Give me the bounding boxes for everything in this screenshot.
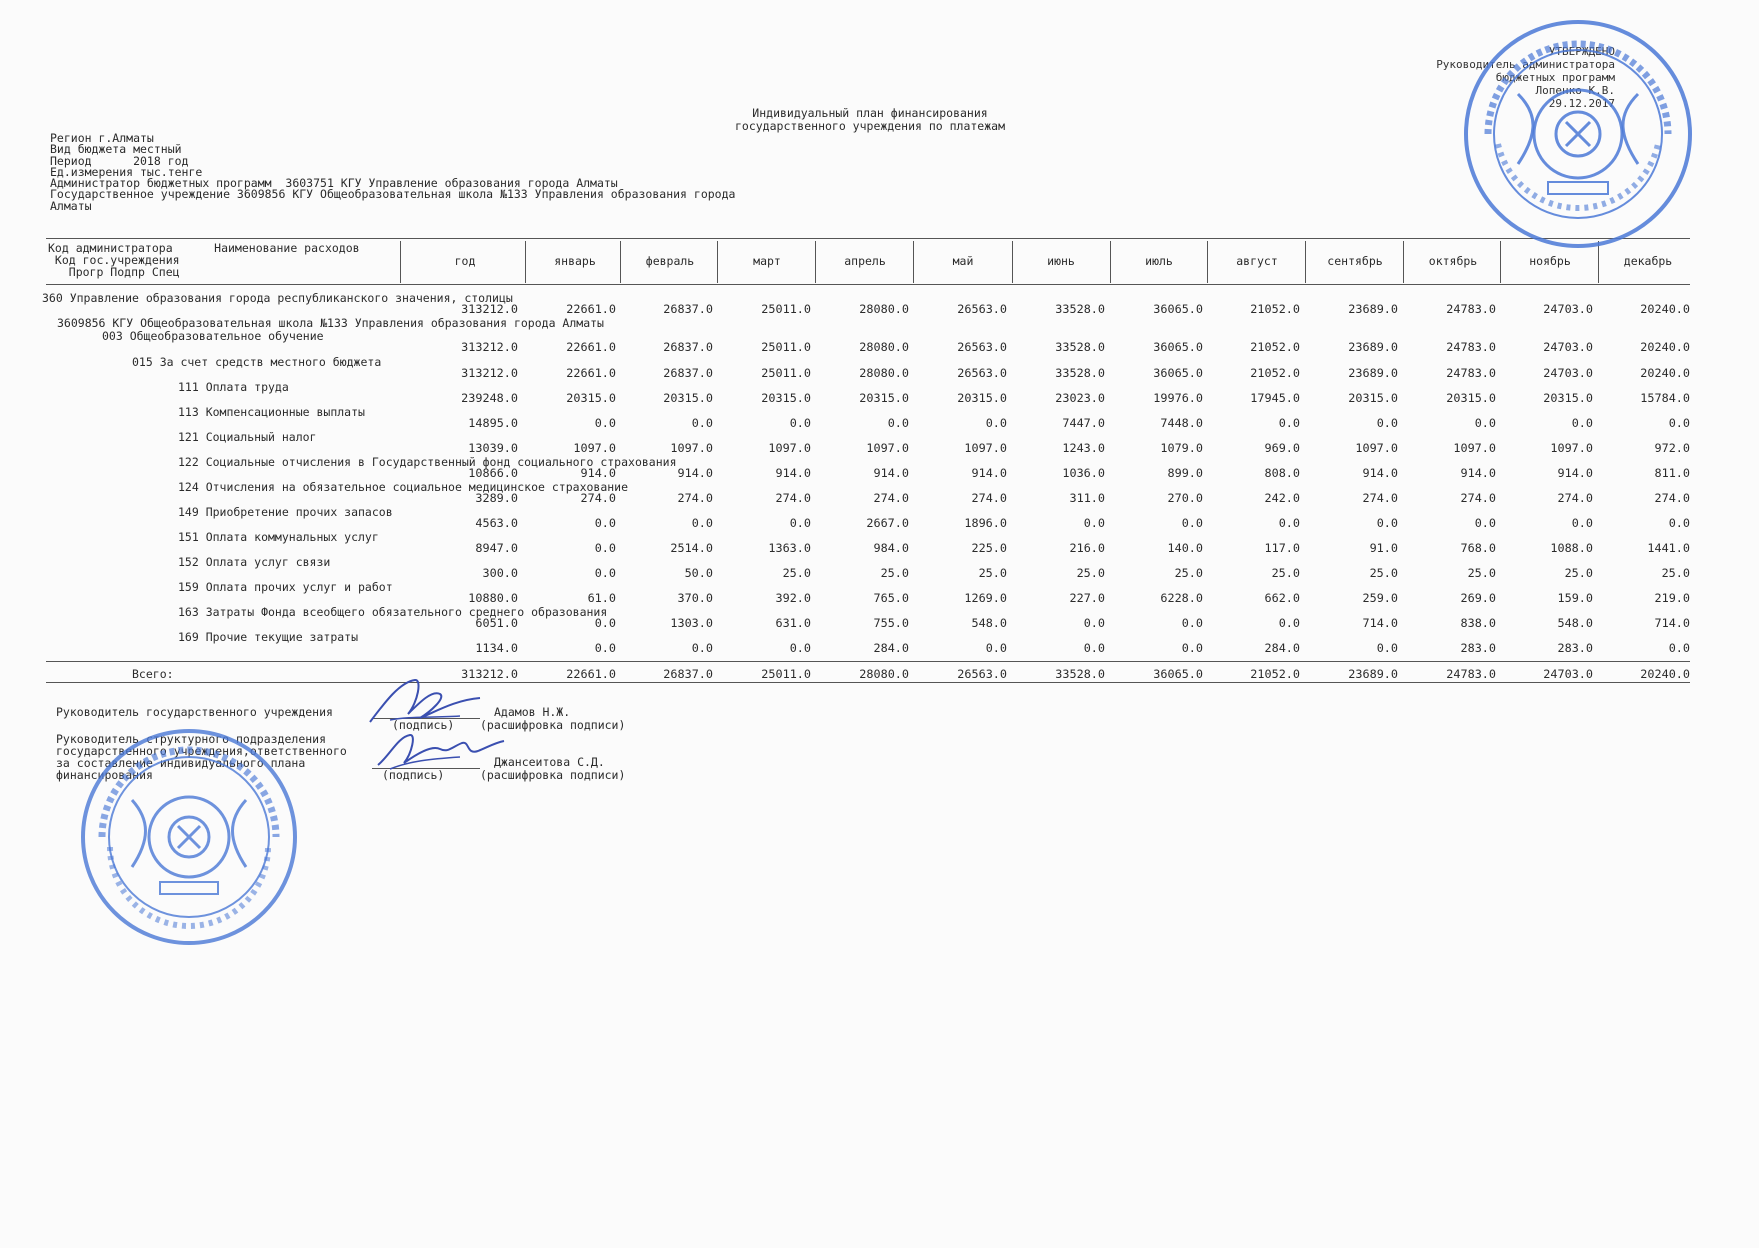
table-cell: 33528.0 bbox=[1055, 667, 1105, 681]
official-seal-bottom-left bbox=[74, 722, 304, 952]
table-cell: 25.0 bbox=[1076, 566, 1105, 580]
table-cell: 22661.0 bbox=[566, 667, 616, 681]
approval-date: 29.12.2017 bbox=[1548, 97, 1615, 110]
column-head-oct: октябрь bbox=[1428, 254, 1478, 268]
table-cell: 7447.0 bbox=[1062, 416, 1105, 430]
table-cell: 20315.0 bbox=[859, 391, 909, 405]
table-cell: 1243.0 bbox=[1062, 441, 1105, 455]
table-cell: 25.0 bbox=[978, 566, 1007, 580]
table-cell: 24783.0 bbox=[1446, 667, 1496, 681]
column-head-nov: ноябрь bbox=[1529, 254, 1571, 268]
table-cell: 36065.0 bbox=[1153, 366, 1203, 380]
column-head-line1: Код администратора Наименование расходов bbox=[48, 241, 360, 255]
table-cell: 0.0 bbox=[1376, 416, 1398, 430]
table-cell: 23023.0 bbox=[1055, 391, 1105, 405]
table-cell: 714.0 bbox=[1362, 616, 1398, 630]
table-cell: 61.0 bbox=[587, 591, 616, 605]
head-signature-block bbox=[56, 706, 333, 718]
table-cell: 24703.0 bbox=[1543, 667, 1593, 681]
total-rule-bottom bbox=[46, 682, 1690, 683]
unit-handwritten-signature bbox=[370, 725, 510, 780]
table-cell: 21052.0 bbox=[1250, 366, 1300, 380]
column-head-year: год bbox=[454, 254, 476, 268]
table-cell: 26563.0 bbox=[957, 366, 1007, 380]
table-cell: 0.0 bbox=[985, 416, 1007, 430]
table-cell: 21052.0 bbox=[1250, 340, 1300, 354]
table-cell: 1097.0 bbox=[573, 441, 616, 455]
table-cell: 0.0 bbox=[1181, 616, 1203, 630]
table-cell: 313212.0 bbox=[461, 366, 518, 380]
table-cell: 0.0 bbox=[1083, 641, 1105, 655]
table-cell: 662.0 bbox=[1264, 591, 1300, 605]
row-label: 152 Оплата услуг связи bbox=[178, 555, 331, 569]
unit-decode-caption: (расшифровка подписи) bbox=[480, 768, 626, 782]
table-cell: 548.0 bbox=[1557, 616, 1593, 630]
head-role: Руководитель государственного учреждения bbox=[56, 705, 333, 719]
table-cell: 13039.0 bbox=[468, 441, 518, 455]
table-cell: 227.0 bbox=[1069, 591, 1105, 605]
table-cell: 28080.0 bbox=[859, 366, 909, 380]
head-sign-caption: (подпись) bbox=[392, 718, 455, 732]
table-cell: 0.0 bbox=[985, 641, 1007, 655]
table-cell: 33528.0 bbox=[1055, 302, 1105, 316]
unit-role-line2: государственного учреждения,ответственного bbox=[56, 744, 347, 758]
table-cell: 23689.0 bbox=[1348, 366, 1398, 380]
table-cell: 1441.0 bbox=[1647, 541, 1690, 555]
region-text: Регион г.Алматы bbox=[50, 131, 154, 145]
table-cell: 4563.0 bbox=[475, 516, 518, 530]
unit-role-line3: за составление индивидуального плана bbox=[56, 756, 306, 770]
administrator-text: Администратор бюджетных программ 3603751 КГУ Управление образования города Алматы bbox=[50, 176, 618, 191]
head-name: Адамов Н.Ж. bbox=[494, 705, 571, 719]
table-cell: 283.0 bbox=[1460, 641, 1496, 655]
table-cell: 1079.0 bbox=[1160, 441, 1203, 455]
table-cell: 20315.0 bbox=[957, 391, 1007, 405]
table-cell: 25.0 bbox=[1174, 566, 1203, 580]
table-cell: 20240.0 bbox=[1640, 667, 1690, 681]
table-cell: 26563.0 bbox=[957, 667, 1007, 681]
table-cell: 392.0 bbox=[775, 591, 811, 605]
column-separator bbox=[620, 241, 621, 283]
table-cell: 914.0 bbox=[580, 466, 616, 480]
table-cell: 1036.0 bbox=[1062, 466, 1105, 480]
table-cell: 0.0 bbox=[1668, 641, 1690, 655]
approval-role-line1: Руководитель администратора bbox=[1436, 58, 1615, 71]
column-head-left bbox=[48, 242, 360, 278]
table-cell: 300.0 bbox=[482, 566, 518, 580]
table-cell: 20240.0 bbox=[1640, 302, 1690, 316]
table-cell: 1097.0 bbox=[964, 441, 1007, 455]
table-cell: 20315.0 bbox=[663, 391, 713, 405]
table-cell: 36065.0 bbox=[1153, 302, 1203, 316]
table-cell: 274.0 bbox=[580, 491, 616, 505]
row-label: 113 Компенсационные выплаты bbox=[178, 405, 365, 419]
head-decode-caption: (расшифровка подписи) bbox=[480, 718, 626, 732]
table-cell: 0.0 bbox=[789, 641, 811, 655]
approval-name: Лопенко К.В. bbox=[1535, 84, 1615, 97]
column-separator bbox=[1207, 241, 1208, 283]
table-cell: 274.0 bbox=[677, 491, 713, 505]
table-cell: 914.0 bbox=[873, 466, 909, 480]
table-cell: 269.0 bbox=[1460, 591, 1496, 605]
table-cell: 0.0 bbox=[789, 416, 811, 430]
table-cell: 1269.0 bbox=[964, 591, 1007, 605]
table-cell: 6228.0 bbox=[1160, 591, 1203, 605]
table-cell: 274.0 bbox=[1654, 491, 1690, 505]
total-label: Всего: bbox=[132, 667, 174, 681]
table-cell: 631.0 bbox=[775, 616, 811, 630]
document-title bbox=[620, 107, 1120, 133]
column-head-jun: июнь bbox=[1047, 254, 1075, 268]
column-head-jul: июль bbox=[1145, 254, 1173, 268]
table-cell: 0.0 bbox=[1571, 416, 1593, 430]
table-cell: 14895.0 bbox=[468, 416, 518, 430]
table-cell: 0.0 bbox=[1668, 516, 1690, 530]
column-head-feb: февраль bbox=[645, 254, 695, 268]
table-cell: 0.0 bbox=[594, 516, 616, 530]
table-cell: 259.0 bbox=[1362, 591, 1398, 605]
table-cell: 3289.0 bbox=[475, 491, 518, 505]
table-cell: 0.0 bbox=[1278, 416, 1300, 430]
table-cell: 0.0 bbox=[1083, 516, 1105, 530]
table-cell: 1097.0 bbox=[1453, 441, 1496, 455]
table-cell: 23689.0 bbox=[1348, 667, 1398, 681]
table-cell: 274.0 bbox=[1460, 491, 1496, 505]
table-cell: 22661.0 bbox=[566, 366, 616, 380]
table-cell: 0.0 bbox=[1278, 516, 1300, 530]
table-cell: 914.0 bbox=[1557, 466, 1593, 480]
table-cell: 17945.0 bbox=[1250, 391, 1300, 405]
table-cell: 838.0 bbox=[1460, 616, 1496, 630]
unit-role-line4: финансирования bbox=[56, 768, 153, 782]
table-cell: 242.0 bbox=[1264, 491, 1300, 505]
table-cell: 36065.0 bbox=[1153, 340, 1203, 354]
budget-type-text: Вид бюджета местный bbox=[50, 142, 182, 157]
table-cell: 1363.0 bbox=[768, 541, 811, 555]
row-label: 3609856 КГУ Общеобразовательная школа №133 Управления образования города Алматы bbox=[57, 316, 604, 330]
table-cell: 0.0 bbox=[1474, 516, 1496, 530]
column-separator bbox=[1305, 241, 1306, 283]
period-text: Период 2018 год bbox=[50, 153, 189, 168]
column-separator bbox=[815, 241, 816, 283]
table-cell: 23689.0 bbox=[1348, 302, 1398, 316]
table-cell: 1097.0 bbox=[866, 441, 909, 455]
table-cell: 25.0 bbox=[1661, 566, 1690, 580]
row-label: 111 Оплата труда bbox=[178, 380, 289, 394]
table-cell: 0.0 bbox=[1474, 416, 1496, 430]
table-cell: 284.0 bbox=[1264, 641, 1300, 655]
table-cell: 26563.0 bbox=[957, 340, 1007, 354]
table-cell: 26837.0 bbox=[663, 302, 713, 316]
table-cell: 33528.0 bbox=[1055, 340, 1105, 354]
table-cell: 20315.0 bbox=[1446, 391, 1496, 405]
table-cell: 0.0 bbox=[887, 416, 909, 430]
table-cell: 274.0 bbox=[775, 491, 811, 505]
table-cell: 899.0 bbox=[1167, 466, 1203, 480]
table-cell: 26837.0 bbox=[663, 667, 713, 681]
table-cell: 0.0 bbox=[789, 516, 811, 530]
table-cell: 1896.0 bbox=[964, 516, 1007, 530]
table-cell: 21052.0 bbox=[1250, 302, 1300, 316]
table-cell: 274.0 bbox=[1362, 491, 1398, 505]
header-info bbox=[50, 133, 735, 212]
table-cell: 28080.0 bbox=[859, 340, 909, 354]
column-separator bbox=[525, 241, 526, 283]
table-cell: 7448.0 bbox=[1160, 416, 1203, 430]
table-cell: 140.0 bbox=[1167, 541, 1203, 555]
table-cell: 0.0 bbox=[1181, 641, 1203, 655]
column-head-sep: сентябрь bbox=[1327, 254, 1383, 268]
table-cell: 0.0 bbox=[691, 641, 713, 655]
table-cell: 969.0 bbox=[1264, 441, 1300, 455]
table-cell: 768.0 bbox=[1460, 541, 1496, 555]
table-cell: 270.0 bbox=[1167, 491, 1203, 505]
table-cell: 284.0 bbox=[873, 641, 909, 655]
table-cell: 0.0 bbox=[1571, 516, 1593, 530]
row-label: 003 Общеобразовательное обучение bbox=[102, 329, 324, 343]
table-cell: 0.0 bbox=[691, 516, 713, 530]
column-head-line2: Код гос.учреждения bbox=[48, 253, 180, 267]
row-label: 163 Затраты Фонда всеобщего обязательного среднего образования bbox=[178, 605, 608, 619]
table-cell: 755.0 bbox=[873, 616, 909, 630]
column-head-aug: август bbox=[1236, 254, 1278, 268]
column-head-may: май bbox=[952, 254, 974, 268]
column-separator bbox=[400, 241, 401, 283]
table-cell: 0.0 bbox=[594, 416, 616, 430]
table-cell: 984.0 bbox=[873, 541, 909, 555]
unit-text: Ед.измерения тыс.тенге bbox=[50, 164, 203, 179]
table-cell: 274.0 bbox=[873, 491, 909, 505]
table-cell: 28080.0 bbox=[859, 667, 909, 681]
table-cell: 36065.0 bbox=[1153, 667, 1203, 681]
table-cell: 24783.0 bbox=[1446, 340, 1496, 354]
table-cell: 25011.0 bbox=[761, 667, 811, 681]
table-cell: 0.0 bbox=[691, 416, 713, 430]
head-handwritten-signature bbox=[360, 672, 490, 732]
table-cell: 15784.0 bbox=[1640, 391, 1690, 405]
table-cell: 23689.0 bbox=[1348, 340, 1398, 354]
row-label: 169 Прочие текущие затраты bbox=[178, 630, 359, 644]
table-cell: 24783.0 bbox=[1446, 366, 1496, 380]
column-head-apr: апрель bbox=[844, 254, 886, 268]
table-cell: 914.0 bbox=[677, 466, 713, 480]
table-cell: 25.0 bbox=[880, 566, 909, 580]
table-cell: 283.0 bbox=[1557, 641, 1593, 655]
unit-sign-caption: (подпись) bbox=[382, 768, 445, 782]
table-cell: 2514.0 bbox=[670, 541, 713, 555]
table-cell: 10880.0 bbox=[468, 591, 518, 605]
row-label: 121 Социальный налог bbox=[178, 430, 317, 444]
table-cell: 0.0 bbox=[1668, 416, 1690, 430]
table-cell: 811.0 bbox=[1654, 466, 1690, 480]
table-cell: 216.0 bbox=[1069, 541, 1105, 555]
table-cell: 2667.0 bbox=[866, 516, 909, 530]
table-cell: 765.0 bbox=[873, 591, 909, 605]
table-cell: 50.0 bbox=[684, 566, 713, 580]
table-cell: 20240.0 bbox=[1640, 366, 1690, 380]
row-label: 149 Приобретение прочих запасов bbox=[178, 505, 393, 519]
column-separator bbox=[717, 241, 718, 283]
column-separator bbox=[1403, 241, 1404, 283]
column-head-dec: декабрь bbox=[1623, 254, 1673, 268]
table-cell: 25011.0 bbox=[761, 340, 811, 354]
table-cell: 24703.0 bbox=[1543, 340, 1593, 354]
table-cell: 91.0 bbox=[1369, 541, 1398, 555]
column-separator bbox=[1012, 241, 1013, 283]
table-cell: 313212.0 bbox=[461, 667, 518, 681]
table-cell: 22661.0 bbox=[566, 302, 616, 316]
table-cell: 21052.0 bbox=[1250, 667, 1300, 681]
table-cell: 25011.0 bbox=[761, 366, 811, 380]
table-cell: 0.0 bbox=[1376, 516, 1398, 530]
table-cell: 914.0 bbox=[775, 466, 811, 480]
table-cell: 311.0 bbox=[1069, 491, 1105, 505]
table-cell: 26563.0 bbox=[957, 302, 1007, 316]
column-separator bbox=[913, 241, 914, 283]
table-cell: 239248.0 bbox=[461, 391, 518, 405]
table-cell: 370.0 bbox=[677, 591, 713, 605]
title-line2: государственного учреждения по платежам bbox=[734, 119, 1006, 133]
row-label: 015 За счет средств местного бюджета bbox=[132, 355, 382, 369]
table-cell: 274.0 bbox=[1557, 491, 1593, 505]
column-head-jan: январь bbox=[554, 254, 596, 268]
row-label: 159 Оплата прочих услуг и работ bbox=[178, 580, 393, 594]
table-cell: 25.0 bbox=[1467, 566, 1496, 580]
table-cell: 274.0 bbox=[971, 491, 1007, 505]
table-cell: 25.0 bbox=[1564, 566, 1593, 580]
table-cell: 22661.0 bbox=[566, 340, 616, 354]
table-cell: 20315.0 bbox=[566, 391, 616, 405]
unit-role-line1: Руководитель структурного подразделения bbox=[56, 732, 327, 746]
table-cell: 0.0 bbox=[1278, 616, 1300, 630]
approval-status: УТВЕРЖДЕНО bbox=[1548, 45, 1615, 58]
table-cell: 10866.0 bbox=[468, 466, 518, 480]
unit-name: Джансеитова С.Д. bbox=[494, 755, 605, 769]
column-head-mar: март bbox=[753, 254, 781, 268]
table-cell: 313212.0 bbox=[461, 302, 518, 316]
table-cell: 8947.0 bbox=[475, 541, 518, 555]
table-cell: 1097.0 bbox=[768, 441, 811, 455]
table-cell: 0.0 bbox=[594, 541, 616, 555]
table-cell: 19976.0 bbox=[1153, 391, 1203, 405]
table-cell: 914.0 bbox=[1460, 466, 1496, 480]
institution-line2: Алматы bbox=[50, 198, 92, 213]
table-cell: 20240.0 bbox=[1640, 340, 1690, 354]
table-cell: 24703.0 bbox=[1543, 302, 1593, 316]
table-cell: 914.0 bbox=[971, 466, 1007, 480]
total-rule-top bbox=[46, 661, 1690, 662]
approval-role-line2: бюджетных программ bbox=[1495, 71, 1615, 84]
table-cell: 20315.0 bbox=[761, 391, 811, 405]
table-cell: 20315.0 bbox=[1543, 391, 1593, 405]
column-head-line3: Прогр Подпр Спец bbox=[48, 265, 180, 279]
row-label: 122 Социальные отчисления в Государственный фонд социального страхования bbox=[178, 455, 677, 469]
table-cell: 26837.0 bbox=[663, 366, 713, 380]
table-cell: 6051.0 bbox=[475, 616, 518, 630]
table-head-rule bbox=[46, 284, 1690, 285]
table-cell: 1303.0 bbox=[670, 616, 713, 630]
table-cell: 28080.0 bbox=[859, 302, 909, 316]
row-label: 360 Управление образования города республиканского значения, столицы bbox=[42, 291, 513, 305]
table-cell: 714.0 bbox=[1654, 616, 1690, 630]
table-cell: 25.0 bbox=[782, 566, 811, 580]
table-cell: 548.0 bbox=[971, 616, 1007, 630]
table-cell: 0.0 bbox=[594, 616, 616, 630]
table-cell: 1097.0 bbox=[670, 441, 713, 455]
table-cell: 26837.0 bbox=[663, 340, 713, 354]
table-cell: 20315.0 bbox=[1348, 391, 1398, 405]
title-line1: Индивидуальный план финансирования bbox=[752, 106, 988, 120]
table-cell: 0.0 bbox=[594, 566, 616, 580]
table-cell: 159.0 bbox=[1557, 591, 1593, 605]
table-cell: 33528.0 bbox=[1055, 366, 1105, 380]
table-cell: 24783.0 bbox=[1446, 302, 1496, 316]
table-cell: 0.0 bbox=[1376, 641, 1398, 655]
table-cell: 25.0 bbox=[1369, 566, 1398, 580]
official-seal-top-right bbox=[1458, 14, 1698, 254]
table-cell: 914.0 bbox=[1362, 466, 1398, 480]
table-cell: 117.0 bbox=[1264, 541, 1300, 555]
row-label: 124 Отчисления на обязательное социальное медицинское страхование bbox=[178, 480, 629, 494]
table-cell: 808.0 bbox=[1264, 466, 1300, 480]
table-cell: 0.0 bbox=[1083, 616, 1105, 630]
table-cell: 313212.0 bbox=[461, 340, 518, 354]
table-cell: 24703.0 bbox=[1543, 366, 1593, 380]
institution-line1: Государственное учреждение 3609856 КГУ Общеобразовательная школа №133 Управления образования города bbox=[50, 187, 736, 202]
table-cell: 1134.0 bbox=[475, 641, 518, 655]
table-cell: 25.0 bbox=[1271, 566, 1300, 580]
table-top-rule bbox=[46, 238, 1690, 239]
table-cell: 0.0 bbox=[594, 641, 616, 655]
table-cell: 1097.0 bbox=[1355, 441, 1398, 455]
table-cell: 1097.0 bbox=[1550, 441, 1593, 455]
table-cell: 1088.0 bbox=[1550, 541, 1593, 555]
row-label: 151 Оплата коммунальных услуг bbox=[178, 530, 379, 544]
table-cell: 25011.0 bbox=[761, 302, 811, 316]
table-cell: 972.0 bbox=[1654, 441, 1690, 455]
table-cell: 219.0 bbox=[1654, 591, 1690, 605]
table-cell: 0.0 bbox=[1181, 516, 1203, 530]
table-cell: 225.0 bbox=[971, 541, 1007, 555]
column-separator bbox=[1110, 241, 1111, 283]
